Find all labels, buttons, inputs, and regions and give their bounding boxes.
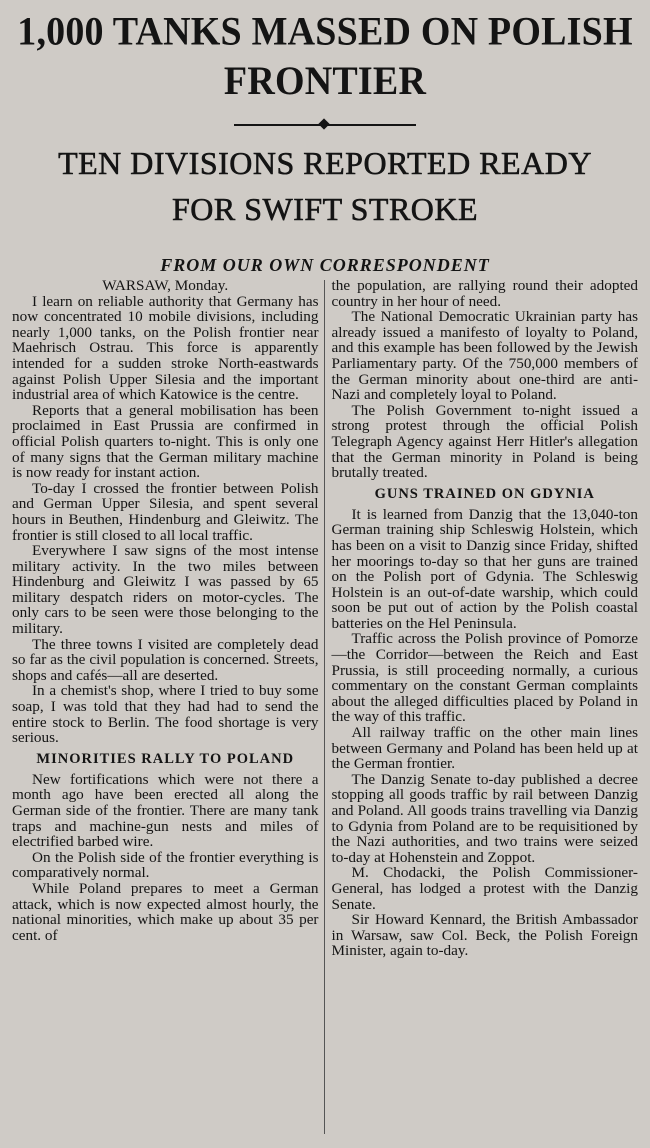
paragraph: Traffic across the Polish province of Pomorze—the Corridor—between the Reich and East Prussia, is still proceeding normally, a curious commentary on the constant German complaints about the alleged difficulties placed by Poland in the way of this traffic. [331,630,638,726]
paragraph: Everywhere I saw signs of the most intense military activity. In the two miles between Hindenburg and Gleiwitz I was passed by 65 military despatch riders on motor-cycles. The only cars to be seen were those belonging to the military. [12,542,319,638]
section-subhead: GUNS TRAINED ON GDYNIA [374,485,595,502]
main-headline [12,8,638,107]
paragraph: To-day I crossed the frontier between Polish and German Upper Silesia, and spent several hours in Beuthen, Hindenburg and Gleiwitz. The frontier is still closed to all local traffic. [12,479,319,544]
main-headline-line1: 1,000 TANKS MASSED ON POLISH [17,9,633,54]
paragraph: It is learned from Danzig that the 13,040-ton German training ship Schleswig Holstein, which has been on a visit to Danzig since Friday, shifted her moorings to-day so that her guns are trained on the Polish port of Gdynia. The Schleswig Holstein is an out-of-date warship, which could soon be put out of action by the Polish coastal batteries on the Hel Peninsula. [331,505,638,632]
paragraph: While Poland prepares to meet a German attack, which is now expected almost hourly, the national minorities, which make up about 35 per cent. of [12,879,319,944]
left-column [12,278,324,1138]
sub-headline-line2: FOR SWIFT STROKE [171,191,479,227]
paragraph: In a chemist's shop, where I tried to buy some soap, I was told that they had had to send the entire stock to Berlin. The food shortage is very serious. [12,682,319,747]
right-column [325,278,639,1138]
article-columns [12,278,638,1138]
paragraph: On the Polish side of the frontier everything is comparatively normal. [12,848,319,882]
paragraph: New fortifications which were not there a month ago have been erected all along the German side of the frontier. There are many tank traps and machine-gun nests and miles of electrified barbed wire. [12,770,319,851]
sub-headline-line1: TEN DIVISIONS REPORTED READY [58,145,592,181]
paragraph: Sir Howard Kennard, the British Ambassador in Warsaw, saw Col. Beck, the Polish Foreign Minister, again to-day. [331,911,638,960]
ornament-divider [234,118,416,132]
paragraph: M. Chodacki, the Polish Commissioner-General, has lodged a protest with the Danzig Senate. [331,864,638,913]
diamond-ornament-icon [318,118,329,129]
sub-headline [12,140,638,232]
paragraph: Reports that a general mobilisation has been proclaimed in East Prussia are confirmed in official Polish quarters to-night. This is only one of many signs that the German military machine is now ready for instant action. [12,401,319,482]
paragraph: the population, are rallying round their adopted country in her hour of need. [331,277,638,310]
paragraph: All railway traffic on the other main lines between Germany and Poland has been held up at the German frontier. [331,724,638,773]
paragraph: I learn on reliable authority that Germany has now concentrated 10 mobile divisions, including nearly 1,000 tanks, on the Polish frontier near Maehrisch Ostrau. This force is apparently intended for a sudden stroke North-eastwards against Polish Upper Silesia and the important industrial area of which Katowice is the centre. [12,292,319,404]
dateline: WARSAW, Monday. [102,277,229,294]
newspaper-clipping [0,10,650,1148]
paragraph: The National Democratic Ukrainian party has already issued a manifesto of loyalty to Poland, and this example has been followed by the Jewish Parliamentary party. Of the 750,000 members of the German minority about one-third are anti-Nazi and completely loyal to Poland. [331,308,638,404]
section-subhead: MINORITIES RALLY TO POLAND [36,750,295,767]
paragraph: The three towns I visited are completely dead so far as the civil population is concerned. Streets, shops and cafés—all are deserted. [12,635,319,684]
paragraph: The Danzig Senate to-day published a decree stopping all goods traffic by rail between Danzig and Poland. All goods trains travelling via Danzig to Gdynia from Poland are to be requisitioned by the Nazi authorities, and two trains were seized to-day at Hohenstein and Zoppot. [331,770,638,866]
byline: FROM OUR OWN CORRESPONDENT [160,255,490,275]
main-headline-line2: FRONTIER [223,59,427,104]
paragraph: The Polish Government to-night issued a strong protest through the official Polish Telegraph Agency against Herr Hitler's allegation that the German minority in Poland is being brutally treated. [331,401,638,482]
